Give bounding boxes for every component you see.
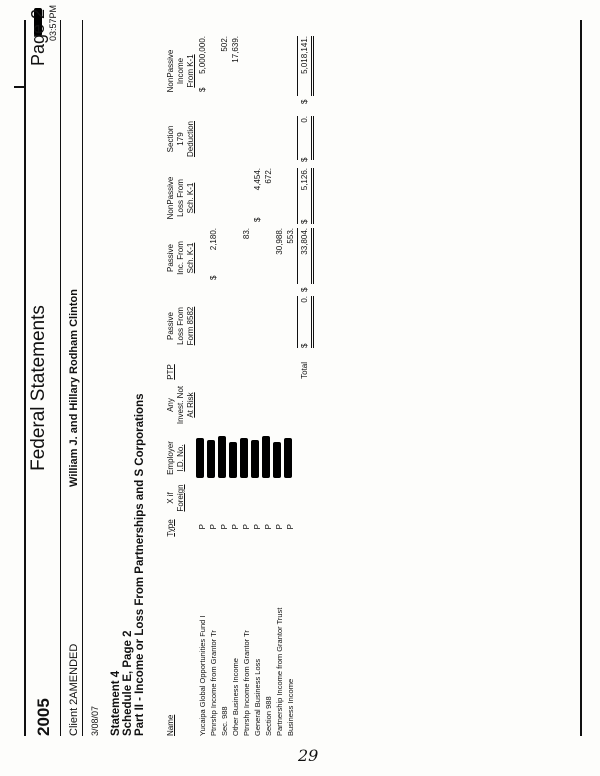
names-rule [82, 20, 83, 736]
currency-symbol: $ [300, 287, 309, 292]
nonpassive-loss-value: 672. [264, 168, 273, 184]
redacted-ein [251, 440, 259, 478]
handwritten-page-number: 29 [298, 746, 319, 765]
row-name: Business Income [286, 678, 295, 736]
total-rule [297, 168, 298, 224]
double-rule [311, 116, 312, 160]
currency-symbol: $ [209, 275, 218, 280]
double-rule [313, 228, 314, 284]
total-rule [297, 36, 298, 96]
col-header-passive-loss: Passive Loss From Form 8582 [166, 306, 195, 346]
client-id: Client 2AMENDED [68, 643, 80, 736]
col-header-sec179: Section 179 Deduction [166, 120, 195, 158]
col-header-passive-inc: Passive Inc. From Sch. K-1 [166, 241, 195, 275]
row-name: Sec. 988 [220, 706, 229, 736]
total-passive-income: 33,804. [300, 228, 309, 255]
row-name: Section 988 [264, 696, 273, 736]
row-name: General Business Loss [253, 658, 262, 736]
total-nonpassive-loss: 5,126. [300, 168, 309, 191]
print-time: 03:57PM [48, 4, 58, 41]
currency-symbol: $ [300, 219, 309, 224]
total-rule [297, 296, 298, 348]
double-rule [311, 168, 312, 224]
row-type: P [198, 524, 207, 530]
schedule-title: Schedule E, Page 2 [122, 630, 134, 736]
redacted-ein [262, 436, 270, 478]
top-rule-mark [14, 86, 26, 88]
currency-symbol: $ [253, 217, 262, 222]
nonpassive-income-value: 17,639. [231, 36, 240, 63]
row-type: P [209, 524, 218, 530]
currency-symbol: $ [300, 343, 309, 348]
currency-symbol: $ [300, 99, 309, 104]
col-header-nonpassive-loss: NonPassive Loss From Sch. K-1 [166, 176, 195, 220]
double-rule [313, 36, 314, 96]
header-rule [60, 20, 61, 736]
double-rule [311, 228, 312, 284]
col-header-type: Type [166, 519, 175, 537]
tax-year: 2005 [34, 698, 53, 736]
passive-income-value: 30,988. [275, 228, 284, 255]
redacted-ein [207, 440, 215, 478]
redacted-ein [240, 438, 248, 478]
col-header-ptp: PTP [166, 364, 175, 380]
double-rule [311, 36, 312, 96]
taxpayer-names: William J. and Hillary Rodham Clinton [68, 289, 80, 487]
double-rule [313, 168, 314, 224]
redacted-ein [284, 438, 292, 478]
currency-symbol: $ [198, 87, 207, 92]
row-name: Partnership Income from Grantor Trust [275, 607, 284, 736]
row-type: P [253, 524, 262, 530]
row-type: P [275, 524, 284, 530]
total-passive-loss: 0. [300, 296, 309, 303]
total-rule [297, 116, 298, 160]
redacted-ein [229, 442, 237, 478]
row-name: Ptnrshp Income from Grantor Tr [209, 630, 218, 736]
nonpassive-income-value: 502. [220, 36, 229, 52]
col-header-foreign: X if Foreign [166, 484, 185, 512]
statement-number: Statement 4 [110, 670, 122, 736]
row-name: Other Business Income [231, 658, 240, 736]
row-type: P [231, 524, 240, 530]
redacted-ein [196, 438, 204, 478]
total-section-179: 0. [300, 116, 309, 123]
redacted-ein [273, 442, 281, 478]
total-label: Total [300, 362, 309, 379]
top-rule [24, 20, 26, 736]
nonpassive-loss-value: 4,454. [253, 168, 262, 191]
col-header-name: Name [166, 714, 175, 736]
row-type: P [220, 524, 229, 530]
page-number: Page 2 [28, 8, 48, 66]
row-name: Ptnrshp Income from Grantor Tr [242, 630, 251, 736]
total-nonpassive-income: 5,018,141. [300, 36, 309, 74]
double-rule [313, 116, 314, 160]
col-header-ein: Employer I.D. No. [166, 441, 185, 475]
total-rule [297, 228, 298, 284]
passive-income-value: 553. [286, 228, 295, 244]
passive-income-value: 2,180. [209, 228, 218, 251]
row-type: P [242, 524, 251, 530]
currency-symbol: $ [300, 157, 309, 162]
row-type: P [286, 524, 295, 530]
bottom-rule [580, 20, 582, 736]
document-title: Federal Statements [28, 305, 49, 471]
print-date: 3/08/07 [90, 705, 100, 736]
double-rule [313, 296, 314, 348]
col-header-atrisk: Any Invest. Not At Risk [166, 385, 195, 425]
row-name: Yucaipa Global Opportunities Fund I [198, 615, 207, 736]
col-header-nonpassive-inc: NonPassive Income From K-1 [166, 49, 195, 93]
redacted-ein [218, 436, 226, 478]
row-type: P [264, 524, 273, 530]
part-title: Part II - Income or Loss From Partnerships and S Corporations [134, 393, 146, 736]
nonpassive-income-value: 5,000,000. [198, 36, 207, 74]
double-rule [311, 296, 312, 348]
passive-income-value: 83. [242, 228, 251, 240]
